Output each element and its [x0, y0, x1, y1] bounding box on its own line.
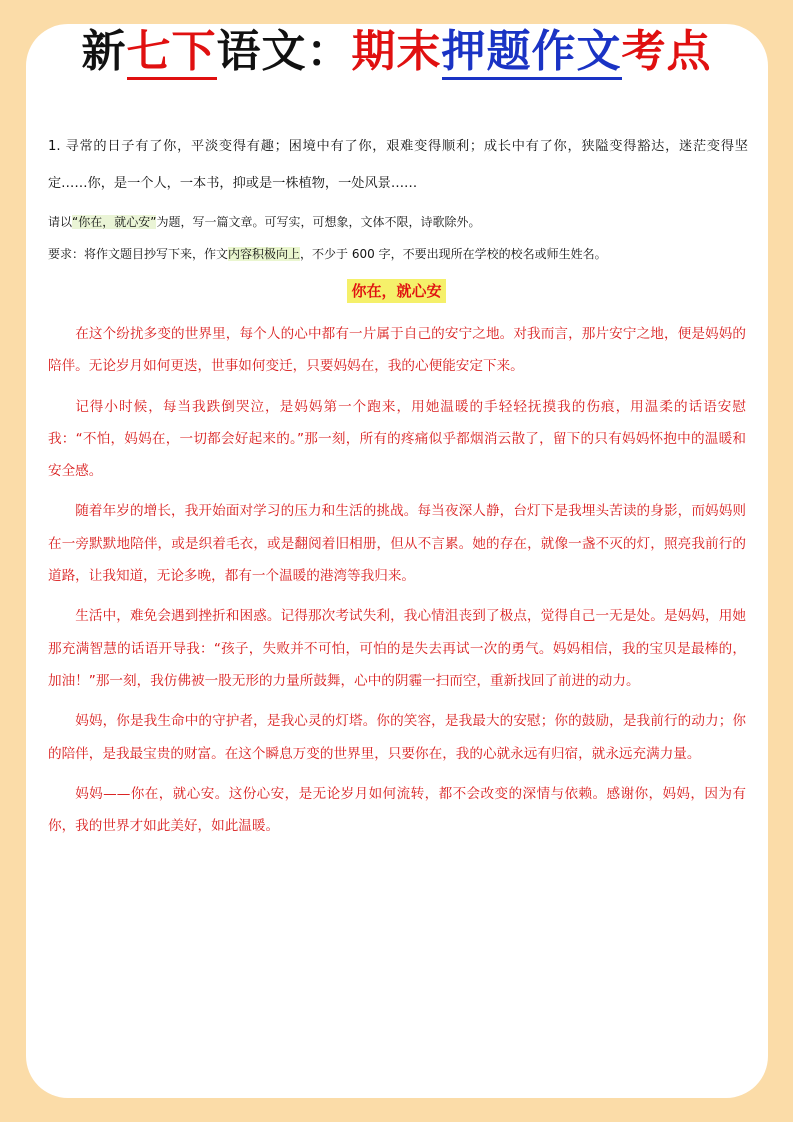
essay-paragraph: 在这个纷扰多变的世界里，每个人的心中都有一片属于自己的安宁之地。对我而言，那片安宁之地，便是妈妈的陪伴。无论岁月如何更迭，世事如何变迁，只要妈妈在，我的心便能安定下来。: [48, 326, 746, 375]
essay-prompt: 1. 寻常的日子有了你，平淡变得有趣；困境中有了你，艰难变得顺利；成长中有了你，狭隘变得豁达，迷茫变得坚定……你，是一个人，一本书，抑或是一株植物，一处风景……: [48, 139, 748, 191]
essay-title: [0, 279, 793, 303]
essay-paragraph: 妈妈——你在，就心安。这份心安，是无论岁月如何流转，都不会改变的深情与依赖。感谢你，妈妈，因为有你，我的世界才如此美好，如此温暖。: [48, 785, 746, 835]
essay-paragraph: 生活中，难免会遇到挫折和困惑。记得那次考试失利，我心情沮丧到了极点，觉得自己一无是处。是妈妈，用她那充满智慧的话语开导我：“孩子，失败并不可怕，可怕的是失去再试一次的勇气。妈妈相信，我的宝贝是最棒的，加油！”那一刻，我仿佛被一股无形的力量所鼓舞，心中的阴霾一扫而空，重新找回了前进的动力。: [48, 608, 746, 689]
title-part-essay: 押题作文: [442, 26, 622, 80]
essay-title-text: 你在，就心安: [347, 279, 445, 303]
essay-paragraph: 记得小时候，每当我跌倒哭泣，是妈妈第一个跑来，用她温暖的手轻轻抚摸我的伤痕，用温柔的话语安慰我：“不怕，妈妈在，一切都会好起来的。”那一刻，所有的疼痛似乎都烟消云散了，留下的只有妈妈怀抱中的温暖和安全感。: [48, 398, 746, 480]
instruction-pre: 请以: [48, 215, 73, 229]
instruction-topic-highlight: “你在，就心安”: [72, 215, 157, 229]
requirement-post: ，不少于 600 字，不要出现所在学校的校名或师生姓名。: [300, 247, 607, 261]
instruction-line: [48, 213, 748, 231]
instruction-post: 为题，写一篇文章。可写实，可想象，文体不限，诗歌除外。: [156, 215, 481, 229]
essay-paragraph: 妈妈，你是我生命中的守护者，是我心灵的灯塔。你的笑容，是我最大的安慰；你的鼓励，是我前行的动力；你的陪伴，是我最宝贵的财富。在这个瞬息万变的世界里，只要你在，我的心就永远有归宿，就永远充满力量。: [48, 713, 746, 762]
requirement-line: [48, 245, 748, 263]
essay-body: [48, 318, 746, 850]
requirement-pre: 要求：将作文题目抄写下来，作文: [48, 247, 229, 261]
title-part-final: 期末: [351, 26, 442, 77]
requirement-highlight: 内容积极向上: [228, 247, 301, 261]
title-part-points: 考点: [621, 26, 712, 77]
title-part-subject: 语文：: [216, 26, 352, 77]
essay-paragraph: 随着年岁的增长，我开始面对学习的压力和生活的挑战。每当夜深人静，台灯下是我埋头苦读的身影，而妈妈则在一旁默默地陪伴，或是织着毛衣，或是翻阅着旧相册，但从不言累。她的存在，就像一盏不灭的灯，照亮我前行的道路，让我知道，无论多晚，都有一个温暖的港湾等我归来。: [48, 503, 746, 585]
page-title: [0, 22, 793, 82]
title-part-new: 新: [81, 26, 127, 77]
title-part-grade: 七下: [127, 26, 217, 80]
